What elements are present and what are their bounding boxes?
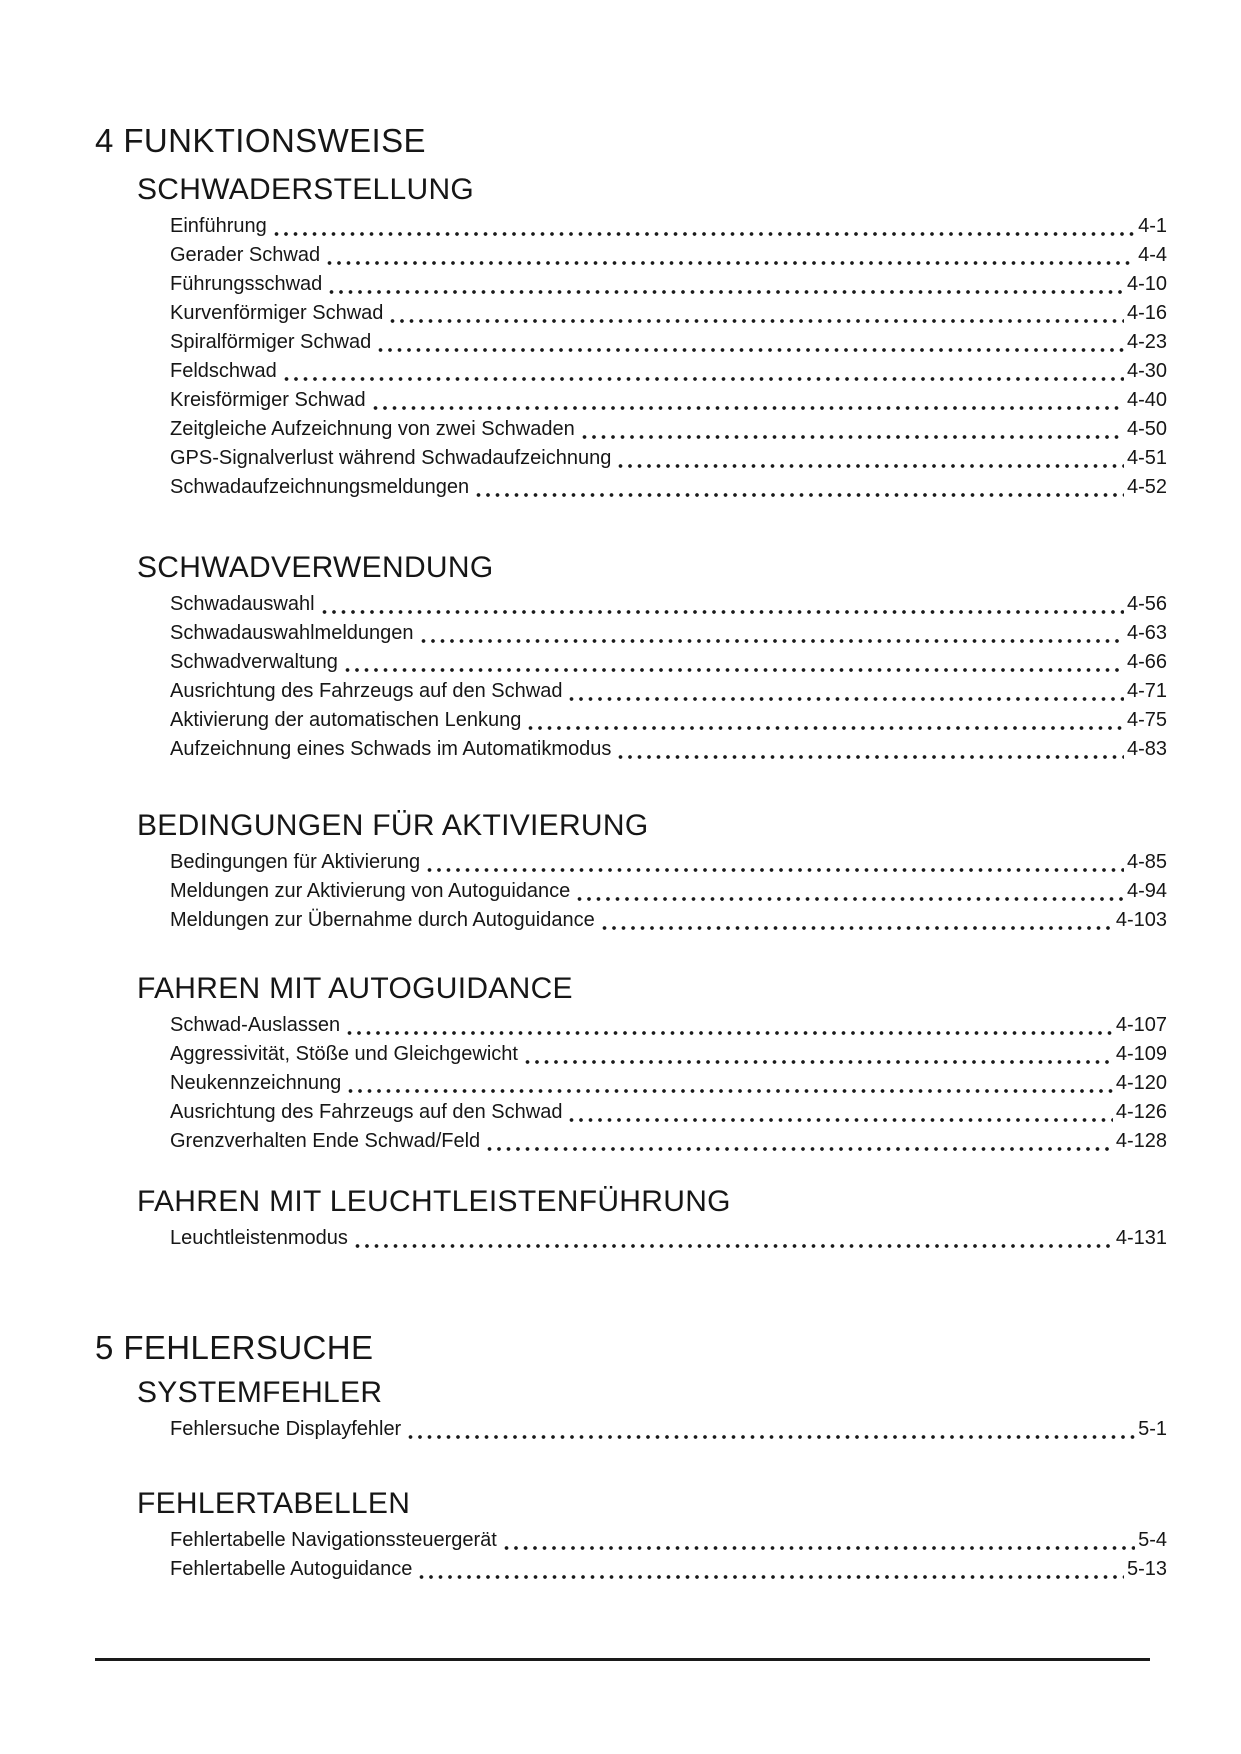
toc-entry-page: 4-107 (1115, 1014, 1167, 1036)
dotted-leader (476, 492, 1124, 498)
dotted-leader (487, 1146, 1113, 1152)
dotted-leader (347, 1030, 1113, 1036)
toc-entry[interactable] (170, 1224, 1167, 1253)
toc-entry-title: Schwad-Auslassen (170, 1014, 341, 1036)
toc-entry[interactable] (170, 212, 1167, 241)
dotted-leader (421, 638, 1124, 644)
toc-entry-title: Leuchtleistenmodus (170, 1227, 348, 1249)
toc-entry-list (170, 590, 1167, 764)
section-heading-fahren-mit-leuchtleistenfuehrung: FAHREN MIT LEUCHTLEISTENFÜHRUNG (137, 1185, 731, 1218)
toc-entry-title: Bedingungen für Aktivierung (170, 851, 421, 873)
section-heading-schwaderstellung: SCHWADERSTELLUNG (137, 173, 475, 206)
toc-entry[interactable] (170, 735, 1167, 764)
toc-entry-page: 4-51 (1126, 447, 1167, 469)
section-heading-schwadverwendung: SCHWADVERWENDUNG (137, 551, 494, 584)
section-systemfehler (137, 1375, 1167, 1444)
dotted-leader (618, 754, 1124, 760)
section-heading-fahren-mit-autoguidance: FAHREN MIT AUTOGUIDANCE (137, 972, 573, 1005)
toc-entry[interactable] (170, 270, 1167, 299)
toc-entry-page: 4-63 (1126, 622, 1167, 644)
toc-entry-title: Kurvenförmiger Schwad (170, 302, 384, 324)
toc-entry[interactable] (170, 1415, 1167, 1444)
toc-entry-title: Grenzverhalten Ende Schwad/Feld (170, 1130, 481, 1152)
toc-entry[interactable] (170, 1526, 1167, 1555)
toc-entry[interactable] (170, 1127, 1167, 1156)
dotted-leader (390, 318, 1124, 324)
section-fahren-mit-autoguidance (137, 971, 1167, 1156)
toc-entry-page: 4-66 (1126, 651, 1167, 673)
toc-entry-list (170, 848, 1167, 935)
toc-entry[interactable] (170, 1069, 1167, 1098)
toc-entry[interactable] (170, 619, 1167, 648)
toc-entry-title: Ausrichtung des Fahrzeugs auf den Schwad (170, 1101, 563, 1123)
toc-entry-page: 4-131 (1115, 1227, 1167, 1249)
dotted-leader (355, 1243, 1113, 1249)
toc-entry-title: Spiralförmiger Schwad (170, 331, 372, 353)
toc-entry[interactable] (170, 241, 1167, 270)
toc-entry[interactable] (170, 386, 1167, 415)
toc-entry-list (170, 1224, 1167, 1253)
toc-entry-title: Neukennzeichnung (170, 1072, 342, 1094)
toc-entry-page: 5-1 (1138, 1418, 1167, 1440)
toc-entry[interactable] (170, 677, 1167, 706)
toc-entry[interactable] (170, 444, 1167, 473)
toc-entry-list (170, 1526, 1167, 1584)
toc-entry[interactable] (170, 357, 1167, 386)
dotted-leader (329, 289, 1124, 295)
toc-entry-title: Zeitgleiche Aufzeichnung von zwei Schwaden (170, 418, 575, 440)
dotted-leader (345, 667, 1124, 673)
toc-entry-title: Meldungen zur Aktivierung von Autoguidance (170, 880, 571, 902)
toc-entry-title: Einführung (170, 215, 267, 237)
toc-entry-title: Gerader Schwad (170, 244, 321, 266)
section-fehlertabellen (137, 1486, 1167, 1584)
dotted-leader (274, 231, 1135, 237)
toc-entry[interactable] (170, 848, 1167, 877)
toc-entry-page: 4-120 (1115, 1072, 1167, 1094)
toc-entry-page: 4-10 (1126, 273, 1167, 295)
toc-entry[interactable] (170, 415, 1167, 444)
chapter-heading-funktionsweise: 4 FUNKTIONSWEISE (95, 122, 426, 159)
toc-entry-title: Fehlertabelle Autoguidance (170, 1558, 413, 1580)
chapter-block-funktionsweise (95, 122, 1167, 1253)
section-heading-systemfehler: SYSTEMFEHLER (137, 1376, 383, 1409)
toc-entry-title: Schwadaufzeichnungsmeldungen (170, 476, 470, 498)
dotted-leader (327, 260, 1135, 266)
toc-entry[interactable] (170, 1040, 1167, 1069)
toc-entry-page: 4-52 (1126, 476, 1167, 498)
toc-entry-page: 4-50 (1126, 418, 1167, 440)
toc-entry-title: Schwadverwaltung (170, 651, 338, 673)
toc-entry-page: 4-109 (1115, 1043, 1167, 1065)
toc-entry-page: 4-71 (1126, 680, 1167, 702)
toc-entry-page: 4-126 (1115, 1101, 1167, 1123)
toc-entry-title: Führungsschwad (170, 273, 323, 295)
dotted-leader (427, 867, 1124, 873)
toc-entry[interactable] (170, 328, 1167, 357)
toc-entry-title: Fehlertabelle Navigationssteuergerät (170, 1529, 497, 1551)
dotted-leader (419, 1574, 1124, 1580)
dotted-leader (528, 725, 1124, 731)
toc-entry-page: 4-94 (1126, 880, 1167, 902)
chapter-block-fehlersuche (95, 1329, 1167, 1584)
toc-entry-page: 5-13 (1126, 1558, 1167, 1580)
dotted-leader (618, 463, 1124, 469)
toc-entry[interactable] (170, 906, 1167, 935)
dotted-leader (504, 1545, 1135, 1551)
toc-entry-page: 4-83 (1126, 738, 1167, 760)
toc-entry-page: 4-103 (1115, 909, 1167, 931)
toc-entry-title: GPS-Signalverlust während Schwadaufzeichnung (170, 447, 612, 469)
dotted-leader (348, 1088, 1113, 1094)
footer-rule (95, 1658, 1150, 1661)
toc-entry-title: Feldschwad (170, 360, 277, 382)
toc-entry[interactable] (170, 1011, 1167, 1040)
dotted-leader (602, 925, 1113, 931)
toc-entry[interactable] (170, 590, 1167, 619)
section-fahren-mit-leuchtleistenfuehrung (137, 1184, 1167, 1253)
section-schwadverwendung (137, 550, 1167, 764)
toc-entry-title: Ausrichtung des Fahrzeugs auf den Schwad (170, 680, 563, 702)
toc-entry-title: Kreisförmiger Schwad (170, 389, 366, 411)
toc-entry-page: 4-4 (1138, 244, 1167, 266)
dotted-leader (525, 1059, 1113, 1065)
dotted-leader (408, 1434, 1135, 1440)
toc-entry-title: Aufzeichnung eines Schwads im Automatikmodus (170, 738, 612, 760)
dotted-leader (569, 696, 1124, 702)
toc-entry-title: Meldungen zur Übernahme durch Autoguidance (170, 909, 595, 931)
toc-entry-title: Aggressivität, Stöße und Gleichgewicht (170, 1043, 518, 1065)
toc-entry[interactable] (170, 299, 1167, 328)
chapter-heading-fehlersuche: 5 FEHLERSUCHE (95, 1329, 374, 1366)
dotted-leader (569, 1117, 1112, 1123)
toc-entry-page: 4-56 (1126, 593, 1167, 615)
toc-entry[interactable] (170, 877, 1167, 906)
dotted-leader (378, 347, 1124, 353)
toc-entry-page: 4-128 (1115, 1130, 1167, 1152)
toc-entry-title: Fehlersuche Displayfehler (170, 1418, 402, 1440)
toc-entry-page: 4-85 (1126, 851, 1167, 873)
toc-entry[interactable] (170, 473, 1167, 502)
section-bedingungen-fuer-aktivierung (137, 808, 1167, 935)
section-heading-bedingungen-fuer-aktivierung: BEDINGUNGEN FÜR AKTIVIERUNG (137, 809, 649, 842)
toc-entry-list (170, 1415, 1167, 1444)
toc-entry-page: 4-30 (1126, 360, 1167, 382)
dotted-leader (577, 896, 1124, 902)
toc-entry[interactable] (170, 1555, 1167, 1584)
toc-entry[interactable] (170, 706, 1167, 735)
toc-entry-page: 4-75 (1126, 709, 1167, 731)
section-heading-fehlertabellen: FEHLERTABELLEN (137, 1487, 411, 1520)
toc-entry-list (170, 1011, 1167, 1156)
dotted-leader (373, 405, 1124, 411)
toc-entry-page: 4-1 (1138, 215, 1167, 237)
toc-entry-page: 4-40 (1126, 389, 1167, 411)
dotted-leader (322, 609, 1124, 615)
toc-entry[interactable] (170, 648, 1167, 677)
toc-entry[interactable] (170, 1098, 1167, 1127)
toc-entry-list (170, 212, 1167, 502)
toc-entry-title: Schwadauswahl (170, 593, 315, 615)
toc-entry-title: Aktivierung der automatischen Lenkung (170, 709, 522, 731)
toc-entry-title: Schwadauswahlmeldungen (170, 622, 414, 644)
dotted-leader (284, 376, 1124, 382)
toc-entry-page: 4-16 (1126, 302, 1167, 324)
toc-entry-page: 5-4 (1138, 1529, 1167, 1551)
section-schwaderstellung (137, 172, 1167, 502)
dotted-leader (582, 434, 1124, 440)
table-of-contents (95, 122, 1167, 1584)
toc-entry-page: 4-23 (1126, 331, 1167, 353)
